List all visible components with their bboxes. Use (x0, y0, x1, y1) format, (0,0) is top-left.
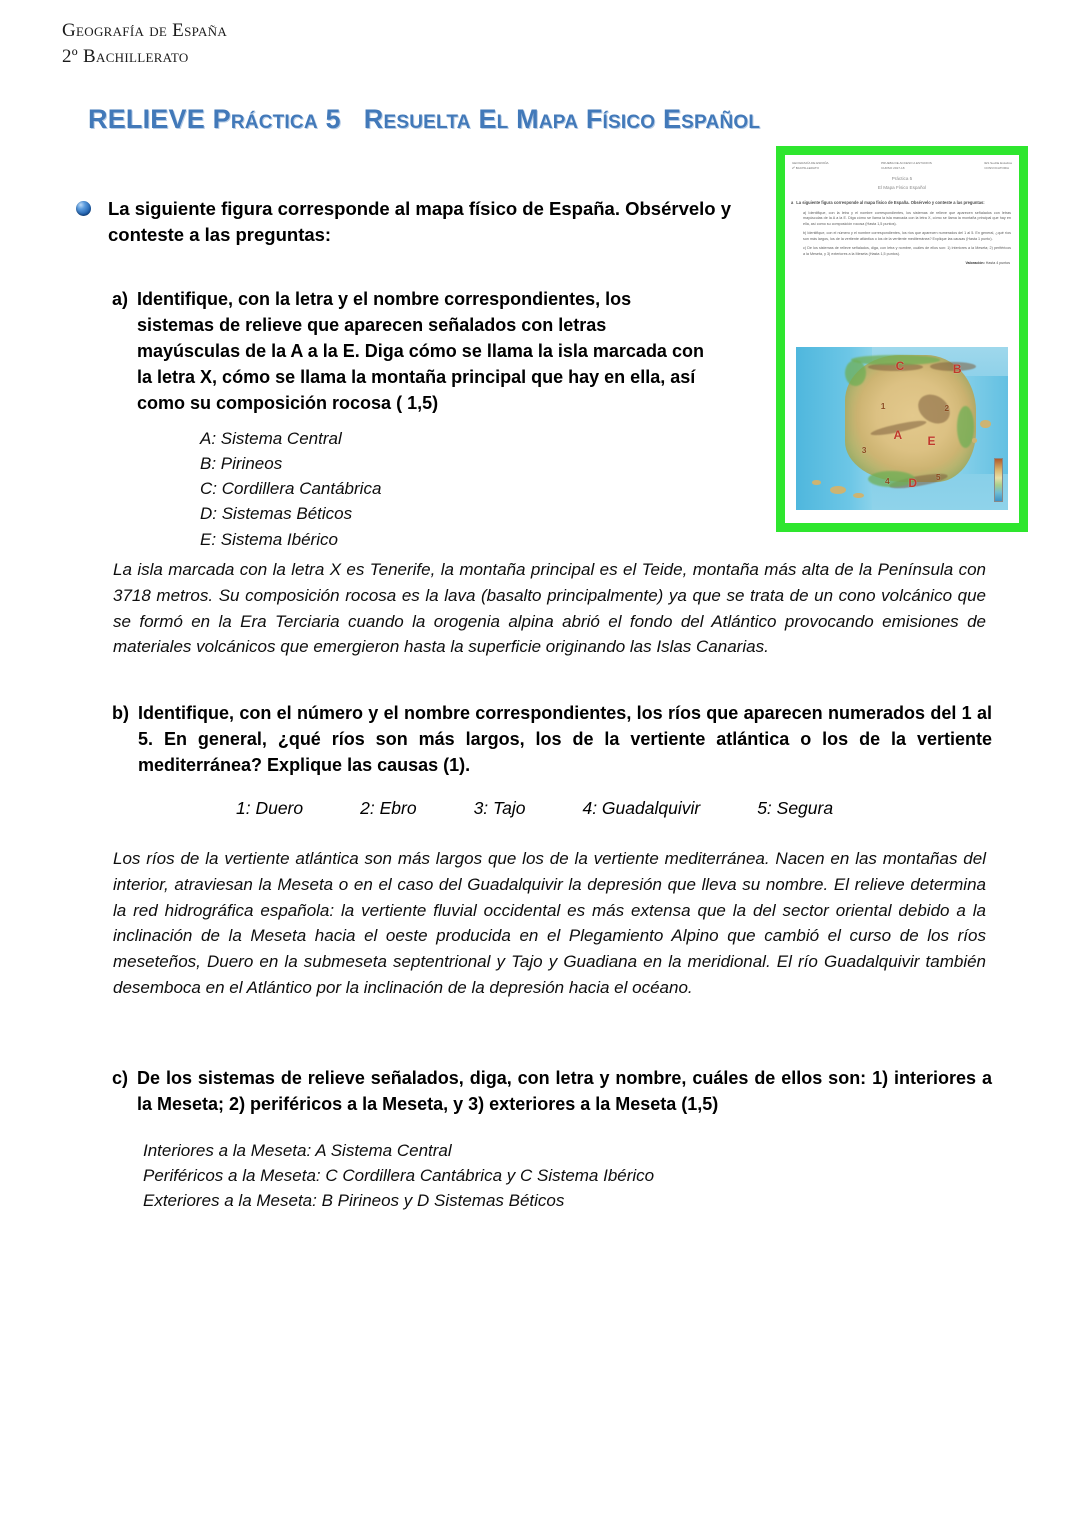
question-c-text: De los sistemas de relieve señalados, diga, con letra y nombre, cuáles de ellos son: 1) interiores a la Meseta; 2) periféricos a la Meseta, y 3) exteriores a la Meseta (1,5) (137, 1068, 992, 1115)
figure-header-mid-line2: CURSO 2017-18 (881, 165, 905, 170)
map-label-3: 3 (861, 445, 867, 456)
figure-valoracion (785, 261, 1010, 265)
figure-header-mid-line1: PRUEBA DE ACCESO A ESTUDIOS (881, 161, 932, 165)
figure-question-c: c) De los sistemas de relieve señalados, diga, con letra y nombre, cuáles de ellos son: 1) interiores a la Meseta; 2) periféricos a la Meseta, y 3) exteriores a la Meseta (Hasta 1,5 puntos). (803, 246, 1011, 256)
figure-header-mid (881, 161, 932, 170)
list-item: 5: Segura (757, 798, 834, 818)
page-header (62, 18, 227, 69)
map-coast-northwest (845, 360, 866, 386)
figure-thumbnail (776, 146, 1028, 532)
figure-header-right-line1: IES Sevilla Estudios (984, 161, 1012, 165)
question-a-label: a) (112, 289, 129, 309)
header-course: 2º Bachillerato (62, 45, 189, 67)
figure-valoracion-value: Hasta 4 puntos (984, 261, 1010, 266)
blue-sphere-bullet-icon (76, 201, 91, 216)
map-label-A: A (893, 427, 903, 442)
figure-header-right (984, 161, 1012, 170)
answer-letters-list (200, 426, 381, 552)
intro-block (76, 196, 736, 249)
map-label-2: 2 (944, 403, 950, 414)
map-label-4: 4 (885, 476, 890, 487)
question-a-text: Identifique, con la letra y el nombre correspondientes, los sistemas de relieve que aparecen señalados con letras mayúsculas de la A a la E. Diga cómo se llama la isla marcada con la letra X, cómo se llama la montaña principal que hay en ella, así como su composición rocosa ( 1,5) (137, 289, 704, 414)
list-item: Exteriores a la Meseta: B Pirineos y D Sistemas Béticos (143, 1191, 565, 1211)
figure-header-left-line2: 2º BACHILLERATO (792, 165, 819, 170)
map-image (796, 347, 1008, 510)
title-part-mapa: El Mapa Físico Español (478, 104, 761, 134)
title-part-resuelta: Resuelta (363, 104, 471, 134)
page-title (88, 104, 760, 135)
question-b-text: Identifique, con el número y el nombre correspondientes, los ríos que aparecen numerados del 1 al 5. En general, ¿qué ríos son más largos, los de la vertiente atlántica o los de la vertiente mediterránea? Explique las causas (1). (138, 703, 992, 776)
list-item: E: Sistema Ibérico (200, 529, 338, 549)
figure-center-title (785, 175, 1019, 192)
figure-valoracion-label: Valoración: (965, 261, 985, 266)
list-item: Periféricos a la Meseta: C Cordillera Cantábrica y C Sistema Ibérico (143, 1166, 655, 1186)
title-part-practica: Práctica 5 (212, 104, 341, 134)
map-label-B: B (952, 362, 962, 377)
map-island-la-palma (812, 480, 821, 485)
figure-inner-page (785, 155, 1019, 523)
list-item: D: Sistemas Béticos (200, 504, 353, 524)
map-elevation-legend (994, 458, 1003, 502)
figure-question-a: a) Identifique, con la letra y el nombre correspondientes, los sistemas de relieve que aparecen señalados con letras mayúsculas de la A a la E. Diga cómo se llama la isla marcada con la letra X, cómo se llama la montaña principal que hay en ella, así como su composición rocosa (Hasta 1,5 puntos). (803, 210, 1011, 226)
figure-intro-text: La siguiente figura corresponde al mapa físico de España. Obsérvelo y conteste a las preguntas: (796, 199, 985, 205)
question-c-label: c) (112, 1068, 129, 1088)
list-item: A: Sistema Central (200, 429, 342, 448)
answer-paragraph-rivers: Los ríos de la vertiente atlántica son más largos que los de la vertiente mediterránea. Nacen en las montañas del interior, atraviesan la Meseta o en el caso del Guadalquivir la depresión que lleva su nombre. El relieve determina la red hidrográfica española: la vertiente fluvial occidental es más extensa que la del sector oriental debido a la inclinación de la Meseta hacia el oeste producida en el Plegamiento Alpino que cambió el curso de los ríos meseteños, Duero en la submeseta septentrional y Tajo y Guadiana en la meridional. El río Guadalquivir también desemboca en el Atlántico por la inclinación de la depresión hacia el océano. (113, 849, 986, 998)
figure-header-left-line1: GEOGRAFÍA DE ESPAÑA (792, 161, 829, 165)
header-subject: Geografía de España (62, 20, 228, 41)
figure-practice-name: El Mapa Físico Español (877, 185, 927, 190)
list-item: 1: Duero (236, 798, 304, 818)
map-label-E: E (927, 434, 936, 449)
list-item: 3: Tajo (473, 798, 526, 818)
figure-practice-number: Práctica 5 (891, 176, 913, 182)
list-item: 4: Guadalquivir (582, 798, 701, 818)
answer-relieve-list (143, 1138, 654, 1213)
question-c (112, 1065, 992, 1117)
question-b-label: b) (112, 703, 129, 723)
answer-paragraph-tenerife: La isla marcada con la letra X es Tenerife, la montaña principal es el Teide, montaña más alta de la Península con 3718 metros. Su composición rocosa es la lava (basalto principalmente) ya que se trata de un cono volcánico que se formó en la Era Terciaria cuando la orogenia alpina abrió el fondo del Atlántico provocando emisiones de materiales volcánicos que emergieron hasta la superficie originando las Islas Canarias. (113, 560, 986, 657)
answer-rivers-row (236, 798, 936, 819)
map-label-C: C (895, 359, 905, 374)
map-island-tenerife (830, 486, 847, 494)
question-b (112, 700, 992, 778)
map-island-gran-canaria (853, 493, 864, 499)
figure-header-right-line2: CONVOCATORIA (984, 165, 1010, 170)
list-item: B: Pirineos (200, 454, 283, 474)
figure-intro (791, 200, 1013, 206)
figure-question-b: b) Identifique, con el número y el nombre correspondientes, los ríos que aparecen numerados del 1 al 5. En general, ¿qué ríos son más largos, los de la vertiente atlántica o los de la vertiente mediterránea? Explique las causas (Hasta 1 punto). (803, 231, 1011, 241)
list-item: C: Cordillera Cantábrica (200, 479, 382, 499)
list-item: Interiores a la Meseta: A Sistema Central (143, 1141, 452, 1160)
map-label-5: 5 (935, 471, 941, 482)
map-label-1: 1 (880, 401, 886, 412)
figure-intro-bullet: a (791, 199, 794, 205)
intro-text: La siguiente figura corresponde al mapa físico de España. Obsérvelo y conteste a las preguntas: (108, 198, 732, 246)
figure-header-row (785, 155, 1019, 170)
map-label-D: D (908, 476, 918, 491)
title-part-relieve: RELIEVE (88, 104, 205, 134)
figure-header-left (792, 161, 829, 170)
list-item: 2: Ebro (360, 798, 417, 818)
question-a (112, 286, 712, 416)
